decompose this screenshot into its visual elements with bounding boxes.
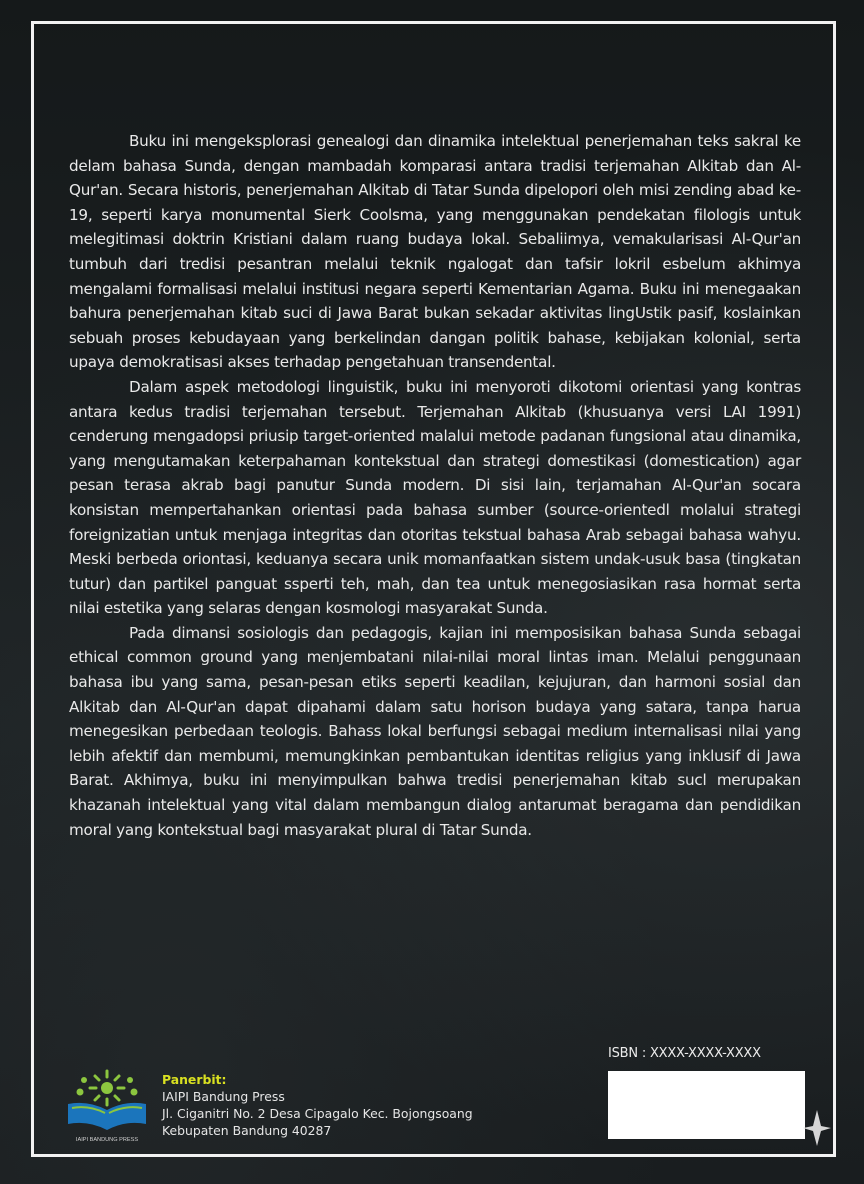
synopsis-paragraph-1: Buku ini mengeksplorasi genealogi dan dinamika intelektual penerjemahan teks sakral ke delam bahasa Sunda, dengan mambadah komparasi antara tradisi terjemahan Alkitab dan Al-Qur'an. Secara historis, penerjemahan Alkitab di Tatar Sunda dipelopori oleh misi zending abad ke-19, seperti karya monumental Sierk Coolsma, yang menggunakan pendekatan filologis untuk melegitimasi doktrin Kristiani dalam ruang budaya lokal. Sebaliimya, vemakularisasi Al-Qur'an tumbuh dari tredisi pesantran melalui teknik ngalogat dan tafsir lokril esbelum akhimya mengalami formalisasi melalui institusi negara seperti Kementarian Agama. Buku ini menegaakan bahura penerjemahan kitab suci di Jawa Barat bukan sekadar aktivitas lingUstik pasif, koslainkan sebuah proses kebudayaan yang berkelindan dangan politik bahase, kebijakan kolonial, serta upaya demokratisasi akses terhadap pengetahuan transendental. <box>69 132 801 372</box>
publisher-name: IAIPI Bandung Press <box>162 1089 285 1104</box>
logo-star-icon <box>77 1071 138 1105</box>
logo-caption: IAIPI BANDUNG PRESS <box>75 1137 139 1143</box>
publisher-info <box>162 1071 473 1139</box>
sparkle-icon <box>801 1108 833 1148</box>
synopsis <box>69 129 801 842</box>
publisher-address-line-2: Kebupaten Bandung 40287 <box>162 1123 332 1138</box>
publisher-address-line-1: Jl. Ciganitri No. 2 Desa Cipagalo Kec. Bojongsoang <box>162 1106 473 1121</box>
publisher-label: Panerbit: <box>162 1072 227 1087</box>
logo-book-icon <box>68 1103 146 1130</box>
synopsis-paragraph-2: Dalam aspek metodologi linguistik, buku ini menyoroti dikotomi orientasi yang kontras antara kedus tradisi terjemahan tersebut. Terjemahan Alkitab (khusuanya versi LAI 1991) cenderung mengadopsi priusip target-oriented malalui metode padanan fungsional atau dinamika, yang mengutamakan keterpahaman kontekstual dan strategi domestikasi (domestication) agar pesan terasa akrab bagi panutur Sunda modern. Di sisi lain, terjamahan Al-Qur'an socara konsistan mempertahankan orientasi pada bahasa sumber (source-orientedl molalui strategi foreignizatian untuk menjaga integritas dan otoritas tekstual bahasa Arab sebagai bahasa wahyu. Meski berbeda oriontasi, keduanya secara unik momanfaatkan sistem undak-usuk basa (tingkatan tutur) dan partikel panguat ssperti teh, mah, dan tea untuk menegosiasikan rasa hormat serta nilai estetika yang selaras dengan kosmologi masyarakat Sunda. <box>69 377 801 618</box>
barcode-placeholder <box>608 1071 805 1139</box>
publisher-logo-icon <box>62 1068 152 1144</box>
isbn-label: ISBN : XXXX-XXXX-XXXX <box>608 1046 761 1061</box>
synopsis-paragraph-3: Pada dimansi sosiologis dan pedagogis, kajian ini memposisikan bahasa Sunda sebagai ethical common ground yang menjembatani nilai-nilai moral lintas iman. Melalui penggunaan bahasa ibu yang sama, pesan-pesan etiks seperti keadilan, kejujuran, dan harmoni sosial dan Alkitab dan Al-Qur'an dapat dipahami dalam satu horison budaya yang satara, tanpa harua menegesikan perbedaan teologis. Bahass lokal berfungsi sebagai medium internalisasi nilai yang lebih afektif dan membumi, memungkinkan pembantukan identitas religius yang inklusif di Jawa Barat. Akhimya, buku ini menyimpulkan bahwa tredisi penerjemahan kitab sucl merupakan khazanah intelektual yang vital dalam membangun dialog antarumat beragama dan pendidikan moral yang kontekstual bagi masyarakat plural di Tatar Sunda. <box>69 623 801 839</box>
